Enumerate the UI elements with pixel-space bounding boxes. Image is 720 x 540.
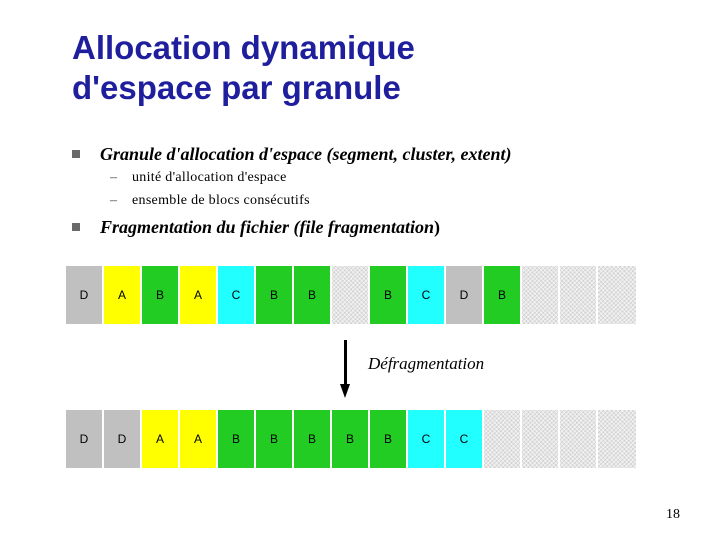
block-b: B <box>256 266 294 324</box>
block-b: B <box>218 410 256 468</box>
subitem-unit-text: unité d'allocation d'espace <box>132 170 287 185</box>
block-c: C <box>408 266 446 324</box>
block-d: D <box>446 266 484 324</box>
block-a: A <box>180 266 218 324</box>
square-bullet-icon <box>72 223 80 231</box>
slide-title-line-1: Allocation dynamique <box>72 29 415 66</box>
block-c: C <box>408 410 446 468</box>
block-a: A <box>180 410 218 468</box>
block-a: A <box>104 266 142 324</box>
block-b: B <box>294 410 332 468</box>
block-free <box>522 410 560 468</box>
defragmentation-label: Défragmentation <box>368 354 485 373</box>
bullet-fragmentation-main: Fragmentation du fichier ( <box>100 217 300 237</box>
subitem-unit <box>110 170 287 186</box>
block-free <box>484 410 522 468</box>
dash-icon: – <box>110 170 118 185</box>
bullet-fragmentation-end: ) <box>434 217 441 237</box>
block-free <box>522 266 560 324</box>
block-free <box>598 266 636 324</box>
slide-title <box>72 28 415 108</box>
block-b: B <box>484 266 522 324</box>
block-b: B <box>332 410 370 468</box>
block-b: B <box>256 410 294 468</box>
block-b: B <box>370 410 408 468</box>
file-blocks-after <box>66 410 636 468</box>
block-d: D <box>66 266 104 324</box>
bullet-fragmentation-italic: file fragmentation <box>299 217 435 237</box>
block-free <box>560 410 598 468</box>
down-arrow-icon <box>340 340 350 398</box>
block-d: D <box>66 410 104 468</box>
block-a: A <box>142 410 180 468</box>
page-number: 18 <box>666 507 680 522</box>
slide-title-line-2: d'espace par granule <box>72 69 401 106</box>
file-blocks-before <box>66 266 636 324</box>
bullet-granule-text: Granule d'allocation d'espace (segment, cluster, extent) <box>100 144 512 164</box>
block-free <box>332 266 370 324</box>
block-d: D <box>104 410 142 468</box>
block-c: C <box>446 410 484 468</box>
subitem-blocks <box>110 193 310 209</box>
bullet-fragmentation <box>72 217 440 238</box>
bullet-fragmentation-text <box>100 217 440 237</box>
block-c: C <box>218 266 256 324</box>
bullet-granule <box>72 144 511 165</box>
block-b: B <box>142 266 180 324</box>
block-free <box>560 266 598 324</box>
subitem-blocks-text: ensemble de blocs consécutifs <box>132 193 310 208</box>
block-free <box>598 410 636 468</box>
block-b: B <box>294 266 332 324</box>
square-bullet-icon <box>72 150 80 158</box>
dash-icon: – <box>110 193 118 208</box>
block-b: B <box>370 266 408 324</box>
